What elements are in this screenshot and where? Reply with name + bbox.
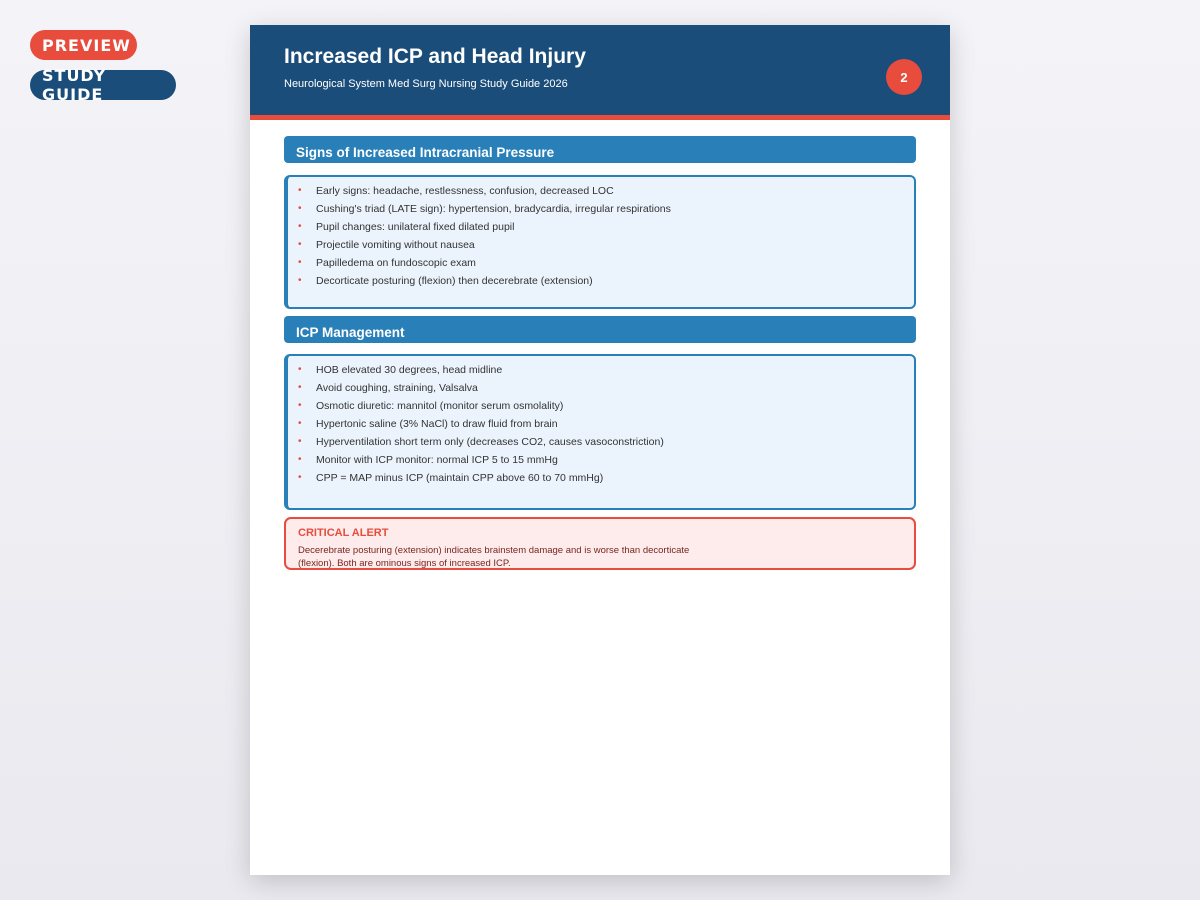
page-subtitle: Neurological System Med Surg Nursing Study Guide 2026 <box>284 78 568 90</box>
list-item: • HOB elevated 30 degrees, head midline <box>298 361 914 379</box>
alert-title: CRITICAL ALERT <box>298 527 389 539</box>
list-item: • Osmotic diuretic: mannitol (monitor serum osmolality) <box>298 397 914 415</box>
list-item: • Projectile vomiting without nausea <box>298 236 914 254</box>
list-item: • Decorticate posturing (flexion) then decerebrate (extension) <box>298 272 914 290</box>
management-list <box>284 354 916 510</box>
section-header-management: ICP Management <box>284 316 916 343</box>
page-number-badge: 2 <box>886 59 922 95</box>
list-item: • Hyperventilation short term only (decreases CO2, causes vasoconstriction) <box>298 433 914 451</box>
list-item: • Early signs: headache, restlessness, confusion, decreased LOC <box>298 182 914 200</box>
signs-list <box>284 175 916 309</box>
list-item: • Pupil changes: unilateral fixed dilated pupil <box>298 218 914 236</box>
study-guide-badge: STUDY GUIDE <box>30 70 176 100</box>
preview-badge: PREVIEW <box>30 30 137 60</box>
alert-body: Decerebrate posturing (extension) indicates brainstem damage and is worse than decorticate (flexion). Both are ominous signs of increased ICP. <box>298 545 690 569</box>
list-item: • Papilledema on fundoscopic exam <box>298 254 914 272</box>
list-item: • Monitor with ICP monitor: normal ICP 5 to 15 mmHg <box>298 451 914 469</box>
list-item: • Hypertonic saline (3% NaCl) to draw fluid from brain <box>298 415 914 433</box>
page-header <box>250 25 950 120</box>
page-title: Increased ICP and Head Injury <box>284 45 586 68</box>
list-item: • Avoid coughing, straining, Valsalva <box>298 379 914 397</box>
section-header-signs: Signs of Increased Intracranial Pressure <box>284 136 916 163</box>
list-item: • CPP = MAP minus ICP (maintain CPP above 60 to 70 mmHg) <box>298 469 914 487</box>
list-item: • Cushing's triad (LATE sign): hypertension, bradycardia, irregular respirations <box>298 200 914 218</box>
critical-alert <box>284 517 916 570</box>
document-page <box>250 25 950 875</box>
